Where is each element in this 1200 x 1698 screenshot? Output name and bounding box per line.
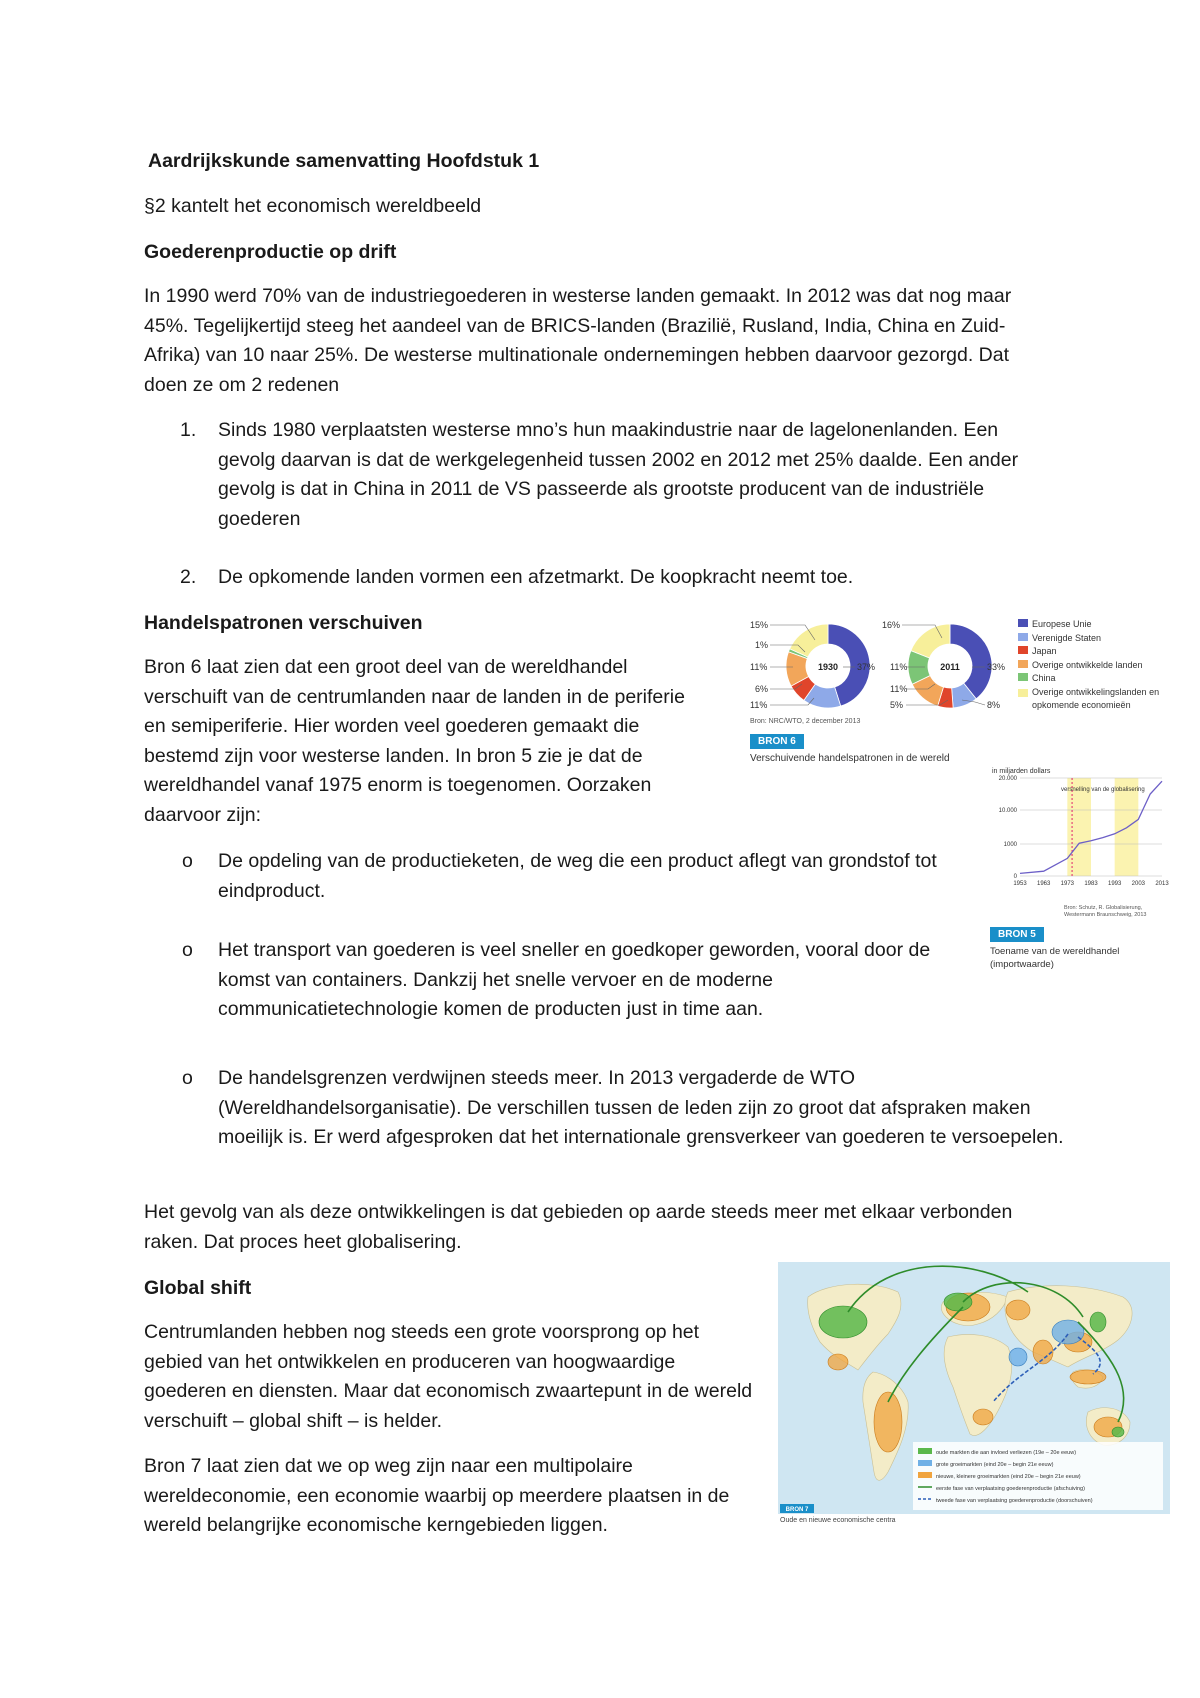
bron6-source: Bron: NRC/WTO, 2 december 2013 — [750, 718, 861, 725]
world-map — [778, 1262, 1170, 1514]
bullet-item-2 — [182, 936, 978, 1025]
y-tick-label: 20.000 — [998, 776, 1017, 782]
list-item-text: De opdeling van de productieketen, de weg die een product aflegt van grondstof tot eindproduct. — [218, 850, 937, 902]
x-tick-label: 1993 — [1107, 881, 1122, 887]
heading-global-shift: Global shift — [144, 1277, 252, 1299]
legend-item: Japan — [1018, 645, 1168, 659]
paragraph-2: Bron 6 laat zien dat een groot deel van de wereldhandel verschuift van de centrumlanden naar de landen in de periferie en semiperiferie. Hier worden veel goederen gemaakt die bestemd zijn voor westerse landen. In bron 5 zie je dat de wereldhandel vanaf 1975 enorm is toegenomen. Oorzaken daarvoor zijn: — [144, 656, 685, 826]
pie-slice — [911, 624, 950, 658]
list-item-text: De opkomende landen vormen een afzetmarkt. De koopkracht neemt toe. — [218, 566, 854, 588]
bullet-item-1 — [182, 847, 968, 906]
heading-handelspatronen: Handelspatronen verschuiven — [144, 612, 423, 634]
y-tick-label: 0 — [1013, 874, 1017, 880]
y-tick-label: 1000 — [1003, 842, 1017, 848]
x-tick-label: 2003 — [1131, 881, 1146, 887]
paragraph-5: Bron 7 laat zien dat we op weg zijn naar een multipolaire wereldeconomie, een economie waarbij op meerdere plaatsen in de wereld belangrijke economische kerngebieden liggen. — [144, 1455, 730, 1536]
pie1930-year: 1930 — [817, 662, 839, 672]
y-axis-label: in miljarden dollars — [992, 768, 1051, 775]
annotation-text: versnelling van de globalisering — [1061, 787, 1145, 793]
old-market — [1090, 1312, 1106, 1332]
legend-item: Verenigde Staten — [1018, 632, 1168, 646]
list-marker: o — [182, 1067, 193, 1089]
legend-item: nieuwe, kleinere groeimarkten (eind 20e – begin 21e eeuw) — [936, 1474, 1081, 1480]
bron5-caption: Toename van de wereldhandel (importwaarde) — [990, 946, 1120, 970]
section-heading: §2 kantelt het economisch wereldbeeld — [144, 195, 482, 217]
x-tick-label: 1983 — [1084, 881, 1098, 887]
legend-item: Europese Unie — [1018, 618, 1168, 632]
pie1930-label: 11% — [750, 700, 768, 710]
bullet-item-3 — [182, 1064, 1068, 1153]
bron7-figure — [778, 1262, 1170, 1562]
heading-goederenproductie: Goederenproductie op drift — [144, 241, 397, 263]
list-marker: 1. — [180, 419, 197, 441]
pie1930-label: 15% — [750, 620, 769, 630]
legend-item: China — [1018, 672, 1168, 686]
list-item-text: Het transport van goederen is veel sneller en goedkoper geworden, vooral door de komst van containers. Dankzij het snelle vervoer en de moderne communicatietechnologie komen de producten just in time aan. — [218, 939, 931, 1020]
legend-item: Overige ontwikkelde landen — [1018, 659, 1168, 673]
pie2011-year: 2011 — [940, 662, 960, 672]
pie1930-label: 6% — [755, 684, 769, 694]
pie2011-label: 11% — [890, 662, 908, 672]
growth-region — [828, 1354, 848, 1370]
old-market — [819, 1306, 867, 1338]
x-tick-label: 1953 — [1013, 881, 1027, 887]
bron6-badge: BRON 6 — [750, 731, 804, 749]
list-item-text: De handelsgrenzen verdwijnen steeds meer. In 2013 vergaderde de WTO (Wereldhandelsorganisatie). De verschillen tussen de leden zijn zo groot dat afspraken maken moeilijk is. Er werd afgesproken dat het internationale grensverkeer van goederen te versoepelen. — [218, 1067, 1064, 1148]
bron7-legend — [913, 1442, 1163, 1510]
pie2011-label: 16% — [882, 620, 901, 630]
list-marker: 2. — [180, 566, 197, 588]
bron6-caption: Verschuivende handelspatronen in de wereld — [750, 753, 950, 764]
large-growth-market — [1009, 1348, 1027, 1366]
pie2011-label: 8% — [987, 700, 1001, 710]
legend-item: oude markten die aan invloed verliezen (19e – 20e eeuw) — [936, 1450, 1077, 1456]
growth-region — [1033, 1340, 1053, 1364]
doc-title: Aardrijkskunde samenvatting Hoofdstuk 1 — [148, 150, 540, 172]
paragraph-1: In 1990 werd 70% van de industriegoederen in westerse landen gemaakt. In 2012 was dat nog maar 45%. Tegelijkertijd steeg het aandeel van de BRICS-landen (Brazilië, Rusland, India, China en Zuid-Afrika) van 10 naar 25%. De westerse multinationale ondernemingen hebben daarvoor gezorgd. Dat doen ze om 2 redenen — [144, 285, 1012, 396]
x-tick-label: 1973 — [1060, 881, 1075, 887]
pie1930-label: 1% — [755, 640, 769, 650]
paragraph-4: Centrumlanden hebben nog steeds een grote voorsprong op het gebied van het ontwikkelen en produceren van hoogwaardige goederen en diensten. Maar dat economisch zwaartepunt in de wereld verschuift – global shift – is helder. — [144, 1321, 753, 1432]
bron5-figure — [990, 764, 1170, 984]
bron5-badge: BRON 5 — [990, 924, 1044, 942]
bron6-figure — [750, 614, 1170, 774]
x-tick-label: 1963 — [1036, 881, 1051, 887]
legend-item: eerste fase van verplaatsing goederenproductie (afschuiving) — [936, 1486, 1085, 1492]
growth-region — [1006, 1300, 1030, 1320]
old-market — [1112, 1427, 1124, 1437]
ordered-item-1 — [180, 416, 1048, 534]
list-marker: o — [182, 939, 193, 961]
growth-region — [973, 1409, 993, 1425]
legend-item: grote groeimarkten (eind 20e – begin 21e eeuw) — [936, 1462, 1054, 1468]
line-chart — [990, 764, 1170, 914]
list-item-text: Sinds 1980 verplaatsten westerse mno’s hun maakindustrie naar de lagelonenlanden. Een gevolg daarvan is dat de werkgelegenheid tussen 2002 en 2012 met 25% daalde. Een ander gevolg is dat in China in 2011 de VS passeerde als grootste producent van de industriële goederen — [218, 419, 1019, 530]
pie2011-label: 11% — [890, 684, 908, 694]
pie1930-label: 11% — [750, 662, 768, 672]
bron5-source: Bron: Schutz, R. Globalisierung, Westermann Braunschweig, 2013 — [1064, 905, 1147, 918]
y-tick-label: 10.000 — [998, 808, 1017, 814]
growth-region — [1070, 1370, 1106, 1384]
ordered-item-2 — [180, 563, 1048, 593]
legend-item: Overige ontwikkelingslanden en opkomende economieën — [1018, 686, 1168, 713]
pie2011-label: 5% — [890, 700, 904, 710]
x-tick-label: 2013 — [1155, 881, 1169, 887]
bron7-caption: Oude en nieuwe economische centra — [780, 1517, 896, 1524]
bron7-badge: BRON 7 — [785, 1507, 809, 1513]
bron6-legend — [1018, 618, 1168, 713]
pie2011-label: 33% — [987, 662, 1006, 672]
pie1930-label: 37% — [857, 662, 876, 672]
old-market — [944, 1293, 972, 1311]
paragraph-3: Het gevolg van als deze ontwikkelingen is dat gebieden op aarde steeds meer met elkaar verbonden raken. Dat proces heet globalisering. — [144, 1201, 1013, 1253]
legend-item: tweede fase van verplaatsing goederenproductie (doorschuiven) — [936, 1498, 1093, 1504]
list-marker: o — [182, 850, 193, 872]
